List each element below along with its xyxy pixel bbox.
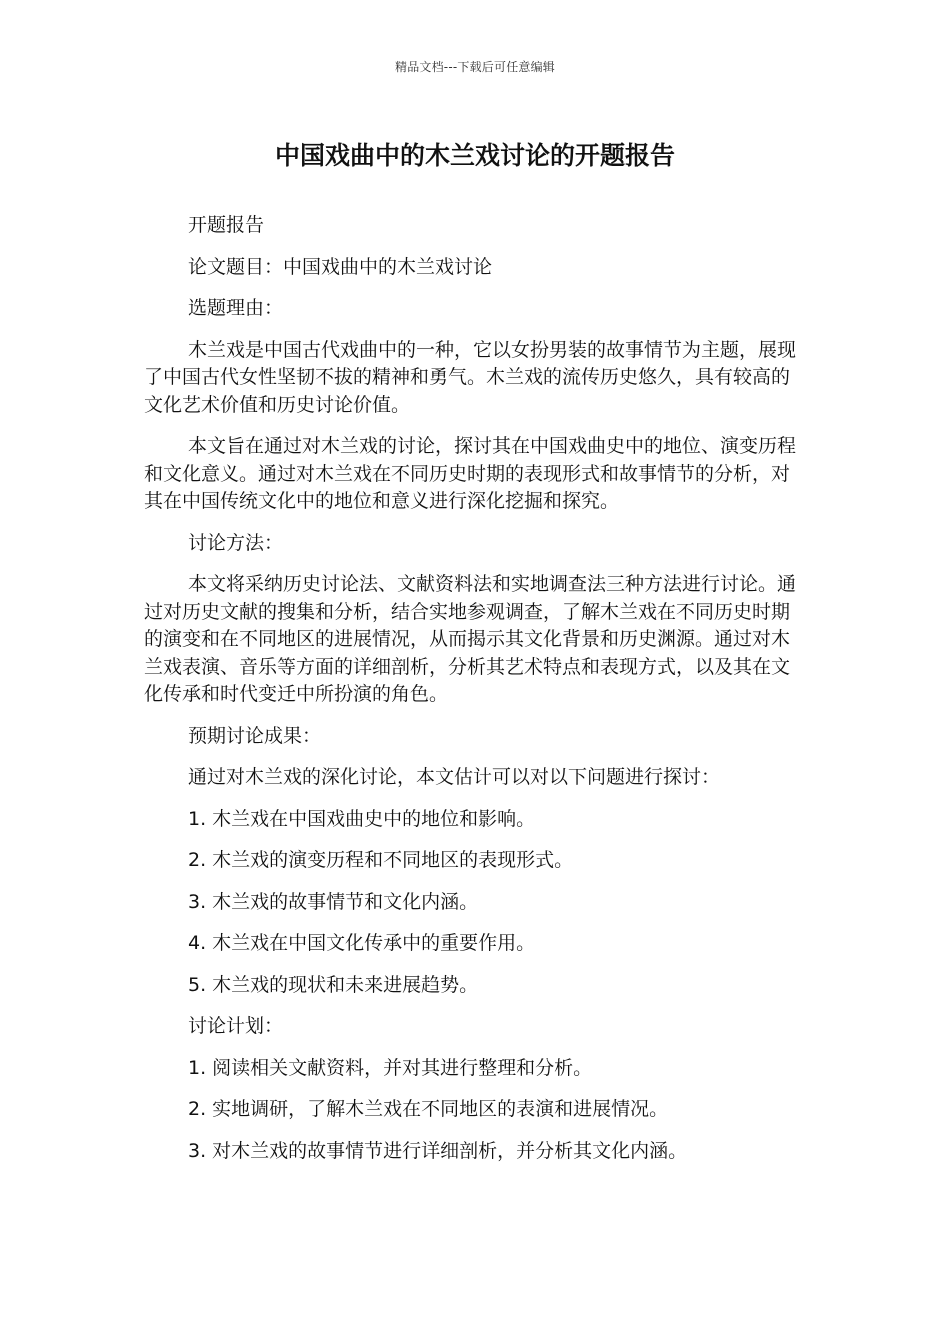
list-item: 1. 阅读相关文献资料，并对其进行整理和分析。 bbox=[188, 1056, 593, 1079]
paragraph-thesis-title: 论文题目：中国戏曲中的木兰戏讨论 bbox=[188, 255, 493, 278]
list-item: 4. 木兰戏在中国文化传承中的重要作用。 bbox=[188, 932, 536, 954]
header-note: 精品文档---下载后可任意编辑 bbox=[395, 60, 555, 74]
paragraph-method: 本文将采纳历史讨论法、文献资料法和实地调查法三种方法进行讨论。通过对历史文献的搜集和分析，结合实地参观调查，了解木兰戏在不同历史时期的演变和在不同地区的进展情况，从而揭示其文化背景和历史渊源。通过对木兰戏表演、音乐等方面的详细剖析，分析其艺术特点和表现方式，以及其在文化传承和时代变迁中所扮演的角色。 bbox=[144, 573, 797, 705]
paragraph-results-heading: 预期讨论成果： bbox=[188, 724, 322, 747]
paragraph-report-label: 开题报告 bbox=[188, 214, 265, 236]
paragraph-plan-heading: 讨论计划： bbox=[188, 1015, 284, 1037]
list-item: 2. 实地调研，了解木兰戏在不同地区的表演和进展情况。 bbox=[188, 1098, 669, 1120]
paragraph-method-heading: 讨论方法： bbox=[188, 531, 284, 554]
document-title: 中国戏曲中的木兰戏讨论的开题报告 bbox=[274, 141, 675, 170]
document-body bbox=[144, 212, 804, 1179]
list-item: 3. 木兰戏的故事情节和文化内涵。 bbox=[188, 890, 479, 913]
paragraph-results-intro: 通过对木兰戏的深化讨论，本文估计可以对以下问题进行探讨： bbox=[188, 766, 721, 788]
list-item: 1. 木兰戏在中国戏曲史中的地位和影响。 bbox=[188, 807, 536, 830]
list-item: 3. 对木兰戏的故事情节进行详细剖析，并分析其文化内涵。 bbox=[188, 1139, 688, 1162]
paragraph-reason-2: 本文旨在通过对木兰戏的讨论，探讨其在中国戏曲史中的地位、演变历程和文化意义。通过对木兰戏在不同历史时期的表现形式和故事情节的分析，对其在中国传统文化中的地位和意义进行深化挖掘和探究。 bbox=[144, 435, 797, 512]
paragraph-reason-1: 木兰戏是中国古代戏曲中的一种，它以女扮男装的故事情节为主题，展现了中国古代女性坚韧不拔的精神和勇气。木兰戏的流传历史悠久，具有较高的文化艺术价值和历史讨论价值。 bbox=[144, 338, 797, 416]
list-item: 2. 木兰戏的演变历程和不同地区的表现形式。 bbox=[188, 849, 574, 871]
paragraph-reason-heading: 选题理由： bbox=[188, 297, 284, 319]
list-item: 5. 木兰戏的现状和未来进展趋势。 bbox=[188, 973, 479, 996]
